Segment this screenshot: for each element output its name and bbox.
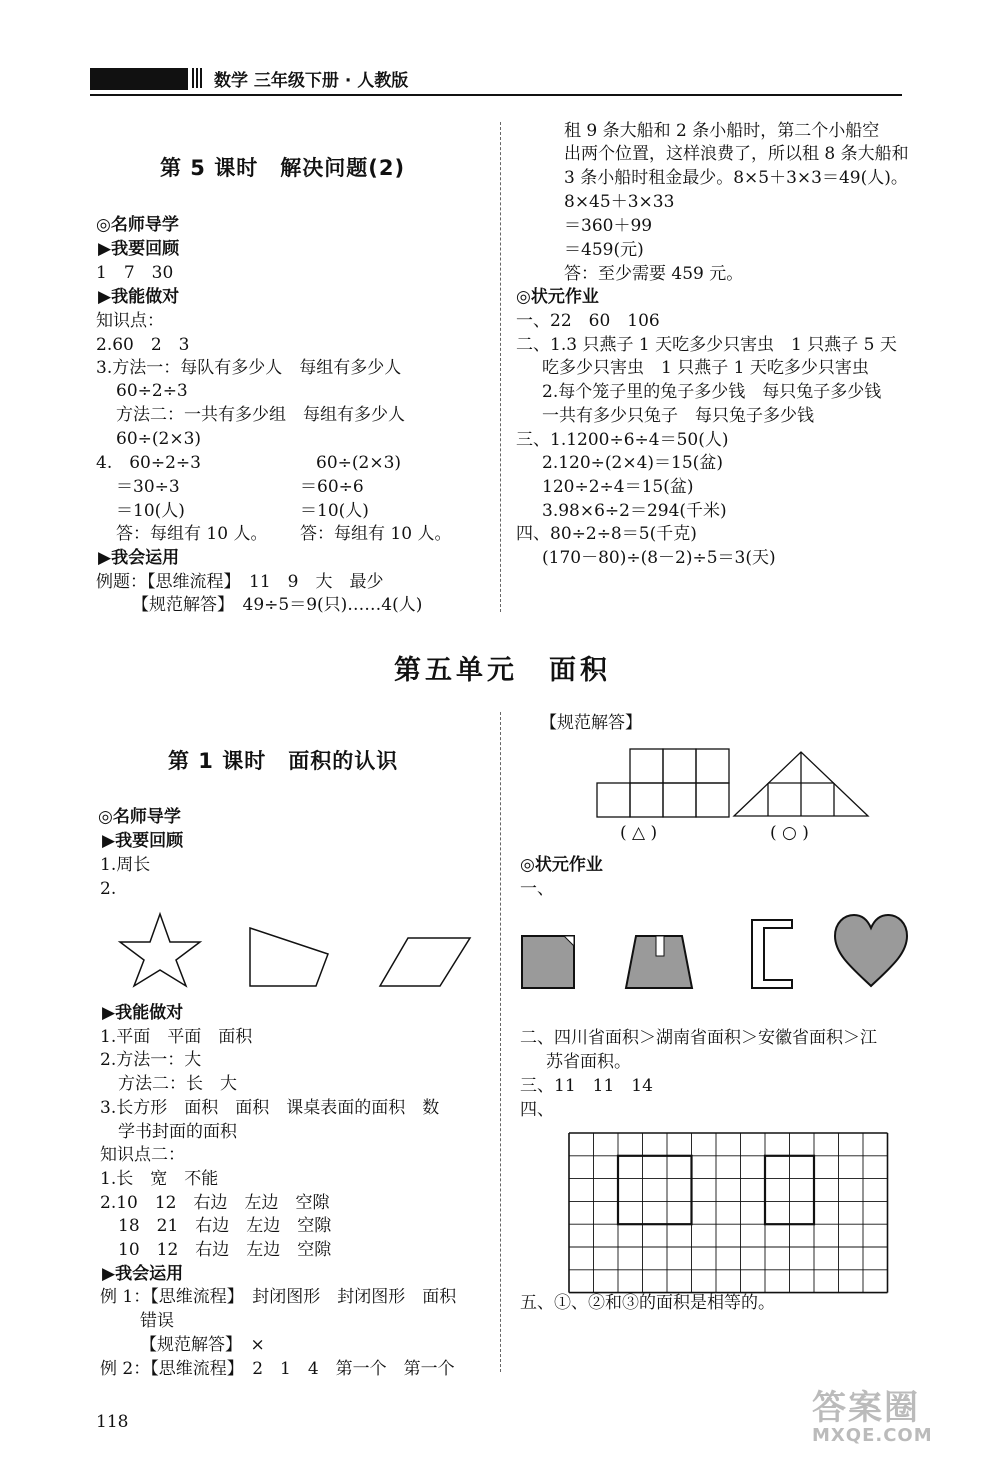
text-line: 60÷2÷3 bbox=[116, 381, 188, 401]
text-line: 2.每个笼子里的兔子多少钱 每只兔子多少钱 bbox=[542, 382, 882, 402]
text-line: 答：每组有 10 人。 bbox=[116, 524, 268, 544]
text-line: ＝10(人) bbox=[116, 501, 185, 521]
shaded-square-shape bbox=[520, 934, 576, 990]
text-line: 吃多少只害虫 1 只燕子 1 天吃多少只害虫 bbox=[542, 358, 869, 378]
column-divider-bottom bbox=[500, 712, 501, 1372]
bracket-shape bbox=[750, 918, 794, 990]
header-tick-marks bbox=[192, 68, 206, 90]
text-line: 3.长方形 面积 面积 课桌表面的面积 数 bbox=[100, 1098, 440, 1118]
text-line: 例题：【思维流程】 11 9 大 最少 bbox=[96, 572, 384, 592]
text-line: 1.周长 bbox=[100, 855, 151, 875]
text-line: 例 2：【思维流程】 2 1 4 第一个 第一个 bbox=[100, 1359, 455, 1379]
text-line: ＝30÷3 bbox=[116, 477, 180, 497]
text-line: 2.方法一：大 bbox=[100, 1050, 202, 1070]
text-line: 四、 bbox=[520, 1100, 554, 1120]
stepped-grid-shape bbox=[596, 748, 730, 818]
text-line: 18 21 右边 左边 空隙 bbox=[118, 1216, 332, 1236]
text-line: 租 9 条大船和 2 条小船时，第二个小船空 bbox=[564, 121, 880, 141]
text-line: 10 12 右边 左边 空隙 bbox=[118, 1240, 332, 1260]
text-line: 120÷2÷4＝15(盆) bbox=[542, 477, 694, 497]
header-rule bbox=[90, 94, 902, 96]
text-line: 1.长 宽 不能 bbox=[100, 1169, 219, 1189]
text-line: 出两个位置，这样浪费了，所以租 8 条大船和 bbox=[564, 144, 909, 164]
text-line: 2.60 2 3 bbox=[96, 335, 190, 355]
section-apply: ▶我会运用 bbox=[98, 548, 180, 568]
column-divider-top bbox=[500, 122, 501, 612]
shaded-trapezoid-shape bbox=[624, 934, 694, 990]
lesson1-title: 第 1 课时 面积的认识 bbox=[168, 749, 399, 773]
section-homework: ◎状元作业 bbox=[516, 287, 599, 307]
parallelogram-shape bbox=[378, 936, 472, 988]
text-line: 3.方法一：每队有多少人 每组有多少人 bbox=[96, 358, 402, 378]
section-review: ▶我要回顾 bbox=[98, 239, 180, 259]
area-grid bbox=[568, 1132, 888, 1294]
section-guide: ◎名师导学 bbox=[96, 215, 179, 235]
text-line: 60÷(2×3) bbox=[116, 429, 202, 449]
section-can-do: ▶我能做对 bbox=[102, 1003, 184, 1023]
text-line: 三、11 11 14 bbox=[520, 1076, 653, 1096]
section-homework: ◎状元作业 bbox=[520, 855, 603, 875]
text-line: 2.10 12 右边 左边 空隙 bbox=[100, 1193, 330, 1213]
text-line: 一、22 60 106 bbox=[516, 311, 660, 331]
text-line: 1.平面 平面 面积 bbox=[100, 1027, 253, 1047]
text-line: 方法二：一共有多少组 每组有多少人 bbox=[116, 405, 405, 425]
section-can-do: ▶我能做对 bbox=[98, 287, 180, 307]
text-line: ＝10(人) bbox=[300, 501, 369, 521]
section-guide: ◎名师导学 bbox=[98, 807, 181, 827]
text-line: 学书封面的面积 bbox=[118, 1122, 237, 1142]
text-line: 【规范解答】 × bbox=[140, 1335, 265, 1355]
text-line: ＝459(元) bbox=[564, 240, 644, 260]
trapezoid-shape bbox=[246, 924, 332, 988]
text-line: 四、80÷2÷8＝5(千克) bbox=[516, 524, 697, 544]
unit-title: 第五单元 面积 bbox=[394, 655, 611, 686]
text-line: ＝60÷6 bbox=[300, 477, 364, 497]
section-review: ▶我要回顾 bbox=[102, 831, 184, 851]
watermark bbox=[812, 1380, 933, 1446]
triangle-grid-shape bbox=[732, 750, 870, 818]
text-line: 三、1.1200÷6÷4＝50(人) bbox=[516, 430, 729, 450]
text-line: 知识点： bbox=[96, 311, 164, 331]
header-black-bar bbox=[90, 68, 188, 90]
text-line: 2.120÷(2×4)＝15(盆) bbox=[542, 453, 723, 473]
text-line: 苏省面积。 bbox=[546, 1052, 631, 1072]
text-line: 例 1：【思维流程】 封闭图形 封闭图形 面积 bbox=[100, 1287, 457, 1307]
text-line: 3 条小船时租金最少。8×5＋3×3＝49(人)。 bbox=[564, 168, 908, 188]
text-line: 错误 bbox=[140, 1311, 174, 1331]
header-title: 数学 三年级下册 · 人教版 bbox=[214, 71, 409, 91]
watermark-sub: MXQE.COM bbox=[812, 1425, 933, 1446]
text-line: 答：至少需要 459 元。 bbox=[564, 264, 744, 284]
text-line: (170－80)÷(8－2)÷5＝3(天) bbox=[542, 548, 776, 568]
text-line: 3.98×6÷2＝294(千米) bbox=[542, 501, 727, 521]
text-line: 知识点二： bbox=[100, 1145, 185, 1165]
text-line: 【规范解答】 49÷5＝9(只)……4(人) bbox=[132, 595, 423, 615]
text-line: 4. 60÷2÷3 bbox=[96, 453, 201, 473]
text-line: 60÷(2×3) bbox=[316, 453, 402, 473]
text-line: 1 7 30 bbox=[96, 263, 174, 283]
text-line: 答：每组有 10 人。 bbox=[300, 524, 452, 544]
page-number: 118 bbox=[96, 1412, 129, 1432]
text-line: ＝360＋99 bbox=[564, 216, 653, 236]
triangle-symbol-answer: ( △ ) bbox=[620, 823, 658, 843]
watermark-main: 答案圈 bbox=[812, 1388, 920, 1428]
star-shape bbox=[116, 912, 204, 988]
circle-symbol-answer: ( ○ ) bbox=[770, 823, 809, 843]
text-line: 一共有多少只兔子 每只兔子多少钱 bbox=[542, 406, 814, 426]
text-line: 2. bbox=[100, 879, 117, 899]
text-line: 方法二：长 大 bbox=[118, 1074, 237, 1094]
text-line: 二、1.3 只燕子 1 天吃多少只害虫 1 只燕子 5 天 bbox=[516, 335, 897, 355]
text-line: 8×45＋3×33 bbox=[564, 192, 675, 212]
text-line: 五、①、②和③的面积是相等的。 bbox=[520, 1293, 775, 1313]
section-apply: ▶我会运用 bbox=[102, 1264, 184, 1284]
answer-heading: 【规范解答】 bbox=[540, 713, 642, 733]
shaded-heart-shape bbox=[832, 912, 910, 990]
text-line: 一、 bbox=[520, 879, 554, 899]
lesson5-title: 第 5 课时 解决问题(2) bbox=[160, 156, 406, 180]
text-line: 二、四川省面积＞湖南省面积＞安徽省面积＞江 bbox=[520, 1028, 877, 1048]
